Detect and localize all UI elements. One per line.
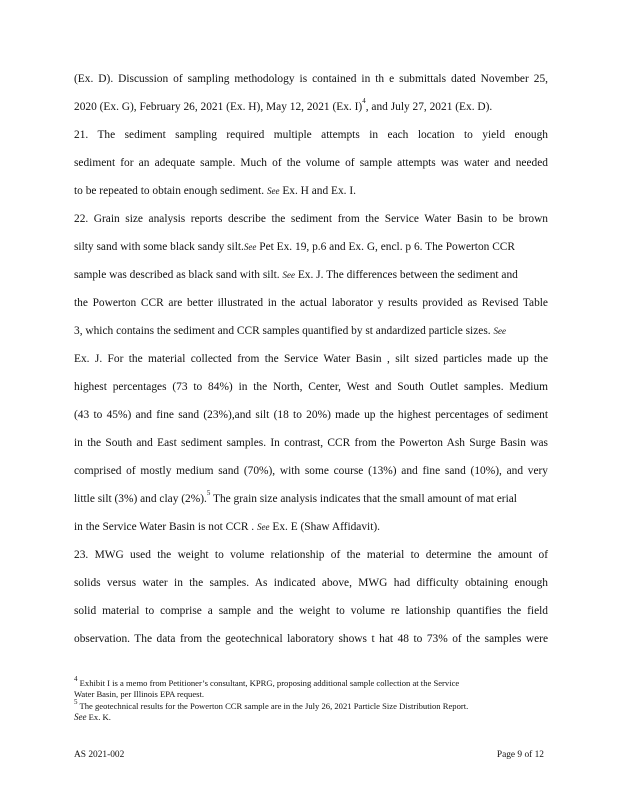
body-line-16	[74, 489, 548, 506]
footer-page-number: Page 9 of 12	[496, 750, 544, 760]
footnote-ref-4: 4	[362, 97, 366, 105]
footnote-ref-5: 5	[206, 489, 211, 497]
body-line-6: 22. Grain size analysis reports describe the sediment from the Service Water Basin to be brown	[74, 213, 548, 225]
body-line-5-text: to be repeated to obtain enough sediment.	[74, 185, 265, 197]
footnote-5	[74, 698, 548, 712]
footnote-5-line-2	[74, 712, 548, 723]
body-line-8-tail: Ex. J. The differences between the sediment and	[294, 269, 518, 281]
body-line-13: (43 to 45%) and fine sand (23%),and silt (18 to 20%) made up the highest percentages of sediment	[74, 409, 548, 421]
see-signal: See	[74, 712, 87, 722]
body-line-14: in the South and East sediment samples. In contrast, CCR from the Powerton Ash Surge Basin was	[74, 437, 548, 449]
body-line-16-tail: The grain size analysis indicates that the small amount of mat erial	[210, 493, 517, 505]
body-line-8-text: sample was described as black sand with silt.	[74, 269, 280, 281]
see-signal: See	[266, 186, 280, 196]
body-line-8	[74, 268, 548, 282]
body-line-17-text: in the Service Water Basin is not CCR .	[74, 521, 255, 533]
footnote-5-tail: Ex. K.	[86, 712, 111, 722]
body-line-19: solids versus water in the samples. As indicated above, MWG had difficulty obtaining enough	[74, 577, 548, 589]
see-signal: See	[493, 326, 506, 336]
body-line-18: 23. MWG used the weight to volume relationship of the material to determine the amount of	[74, 549, 548, 561]
body-line-20: solid material to comprise a sample and the weight to volume re lationship quantifies the field	[74, 605, 548, 617]
body-line-17	[74, 520, 548, 534]
body-line-7-text: silty sand with some black sandy silt.	[74, 241, 244, 253]
body-line-11: Ex. J. For the material collected from the Service Water Basin , silt sized particles made up the	[74, 353, 548, 365]
body-line-2-tail: , and July 27, 2021 (Ex. D).	[365, 101, 493, 113]
footnote-4-line-2: Water Basin, per Illinois EPA request.	[74, 689, 205, 699]
body-line-21: observation. The data from the geotechnical laboratory shows t hat 48 to 73% of the samples were	[74, 633, 548, 645]
body-line-7-tail: Pet Ex. 19, p.6 and Ex. G, encl. p 6. The Powerton CCR	[256, 241, 515, 253]
body-line-9: the Powerton CCR are better illustrated in the actual laborator y results provided as Revised Table	[74, 297, 548, 309]
body-line-17-tail: Ex. E (Shaw Affidavit).	[269, 521, 381, 533]
body-line-10	[74, 324, 548, 338]
footnote-4	[74, 675, 548, 689]
body-line-3: 21. The sediment sampling required multiple attempts in each location to yield enough	[74, 129, 548, 141]
footnote-mark: 4	[74, 675, 78, 683]
body-line-1: (Ex. D). Discussion of sampling methodology is contained in th e submittals dated November 25,	[74, 73, 548, 85]
body-line-15: comprised of mostly medium sand (70%), with some course (13%) and fine sand (10%), and very	[74, 465, 548, 477]
footer-docket: AS 2021-002	[74, 750, 125, 760]
body-line-10-text: 3, which contains the sediment and CCR samples quantified by st andardized particle sizes.	[74, 325, 491, 337]
see-signal: See	[282, 270, 295, 280]
body-line-12: highest percentages (73 to 84%) in the North, Center, West and South Outlet samples. Medium	[74, 381, 548, 393]
body-line-2-text: 2020 (Ex. G), February 26, 2021 (Ex. H), May 12, 2021 (Ex. I)	[74, 101, 363, 113]
body-line-7	[74, 240, 548, 254]
footnote-mark: 5	[74, 698, 78, 706]
footnote-text: The geotechnical results for the Powerton CCR sample are in the July 26, 2021 Particle Size Distribution Report.	[79, 701, 469, 711]
see-signal: See	[257, 522, 270, 532]
body-line-5	[74, 184, 548, 198]
body-line-4: sediment for an adequate sample. Much of the volume of sample attempts was water and needed	[74, 157, 548, 169]
body-line-2	[74, 97, 548, 114]
body-line-5-tail: Ex. H and Ex. I.	[279, 185, 357, 197]
body-line-16-text: little silt (3%) and clay (2%).	[74, 493, 207, 505]
footnote-text: Exhibit I is a memo from Petitioner’s consultant, KPRG, proposing additional sample collection at the Service	[79, 678, 460, 688]
see-signal: See	[243, 242, 257, 252]
